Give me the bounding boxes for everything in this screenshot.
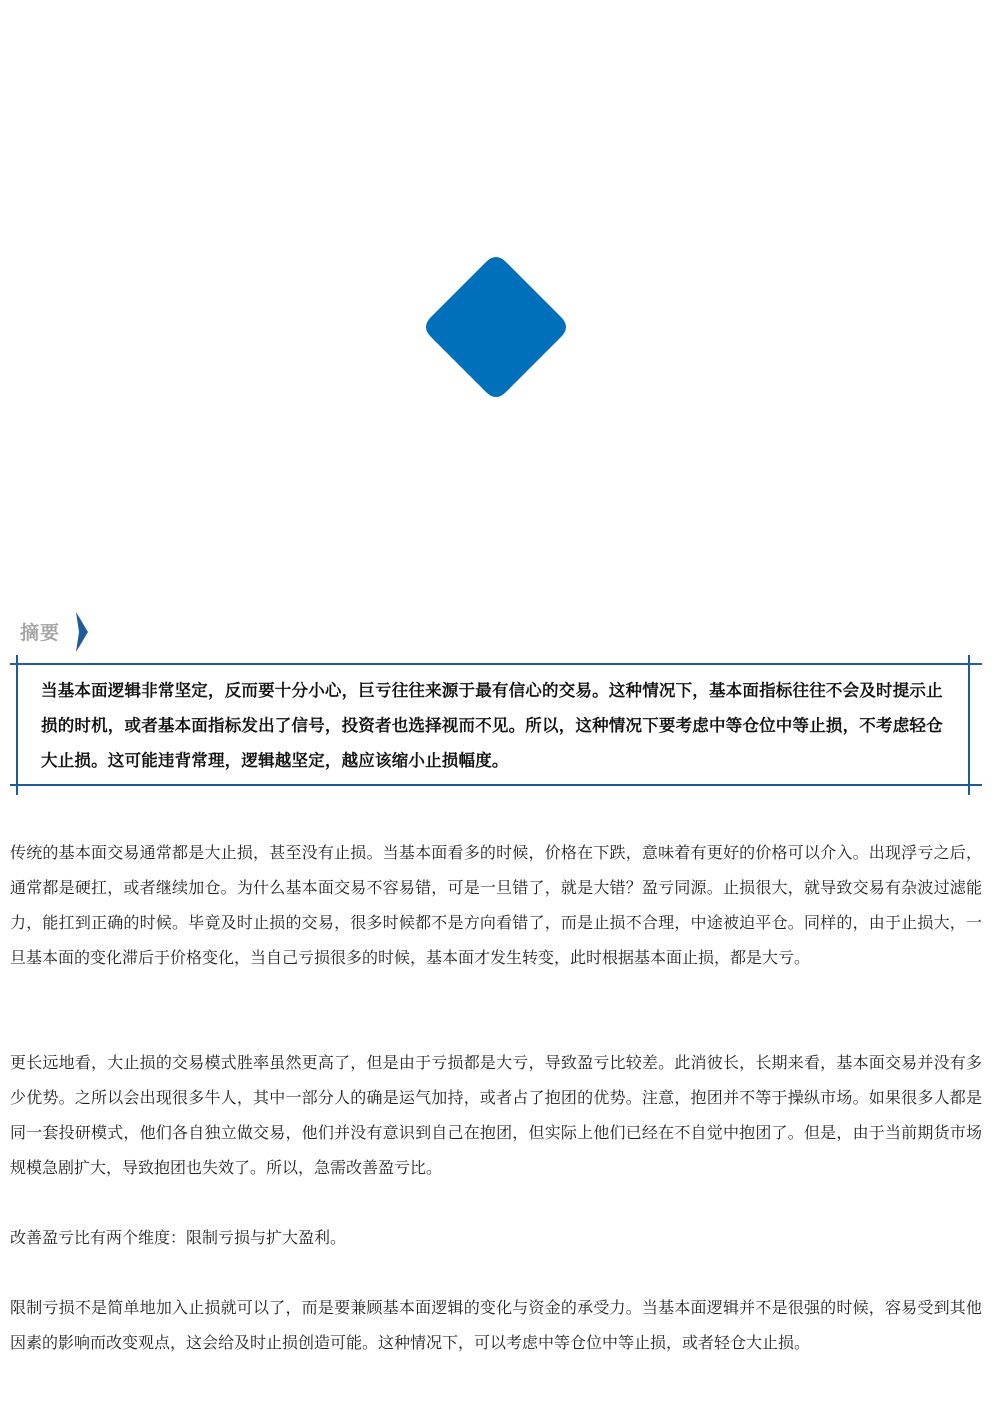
chevron-right-icon	[75, 612, 89, 656]
diamond-icon	[424, 255, 568, 399]
paragraph-3: 改善盈亏比有两个维度：限制亏损与扩大盈利。	[10, 1228, 347, 1247]
abstract-label: 摘要	[20, 622, 61, 644]
abstract-bottom-border	[10, 784, 982, 786]
abstract-left-border	[16, 655, 18, 795]
paragraph-2: 更长远地看，大止损的交易模式胜率虽然更高了，但是由于亏损都是大亏，导致盈亏比较差。此消彼长，长期来看，基本面交易并没有多少优势。之所以会出现很多牛人，其中一部分人的确是运气加持，或者占了抱团的优势。注意，抱团并不等于操纵市场。如果很多人都是同一套投研模式，他们各自独立做交易，他们并没有意识到自己在抱团，但实际上他们已经在不自觉中抱团了。但是，由于当前期货市场规模急剧扩大，导致抱团也失效了。所以，急需改善盈亏比。	[10, 1053, 982, 1177]
paragraph-4: 限制亏损不是简单地加入止损就可以了，而是要兼顾基本面逻辑的变化与资金的承受力。当基本面逻辑并不是很强的时候，容易受到其他因素的影响而改变观点，这会给及时止损创造可能。这种情况下，可以考虑中等仓位中等止损，或者轻仓大止损。	[10, 1298, 982, 1352]
abstract-box	[10, 655, 982, 795]
abstract-top-border	[10, 663, 982, 665]
paragraph-1: 传统的基本面交易通常都是大止损，甚至没有止损。当基本面看多的时候，价格在下跌，意味着有更好的价格可以介入。出现浮亏之后，通常都是硬扛，或者继续加仓。为什么基本面交易不容易错，可是一旦错了，就是大错？盈亏同源。止损很大，就导致交易有杂波过滤能力，能扛到正确的时候。毕竟及时止损的交易，很多时候都不是方向看错了，而是止损不合理，中途被迫平仓。同样的，由于止损大，一旦基本面的变化滞后于价格变化，当自己亏损很多的时候，基本面才发生转变，此时根据基本面止损，都是大亏。	[10, 843, 982, 967]
abstract-text: 当基本面逻辑非常坚定，反而要十分小心，巨亏往往来源于最有信心的交易。这种情况下，基本面指标往往不会及时提示止损的时机，或者基本面指标发出了信号，投资者也选择视而不见。所以，这种情况下要考虑中等仓位中等止损，不考虑轻仓大止损。这可能违背常理，逻辑越坚定，越应该缩小止损幅度。	[41, 681, 943, 770]
abstract-right-border	[968, 655, 970, 795]
